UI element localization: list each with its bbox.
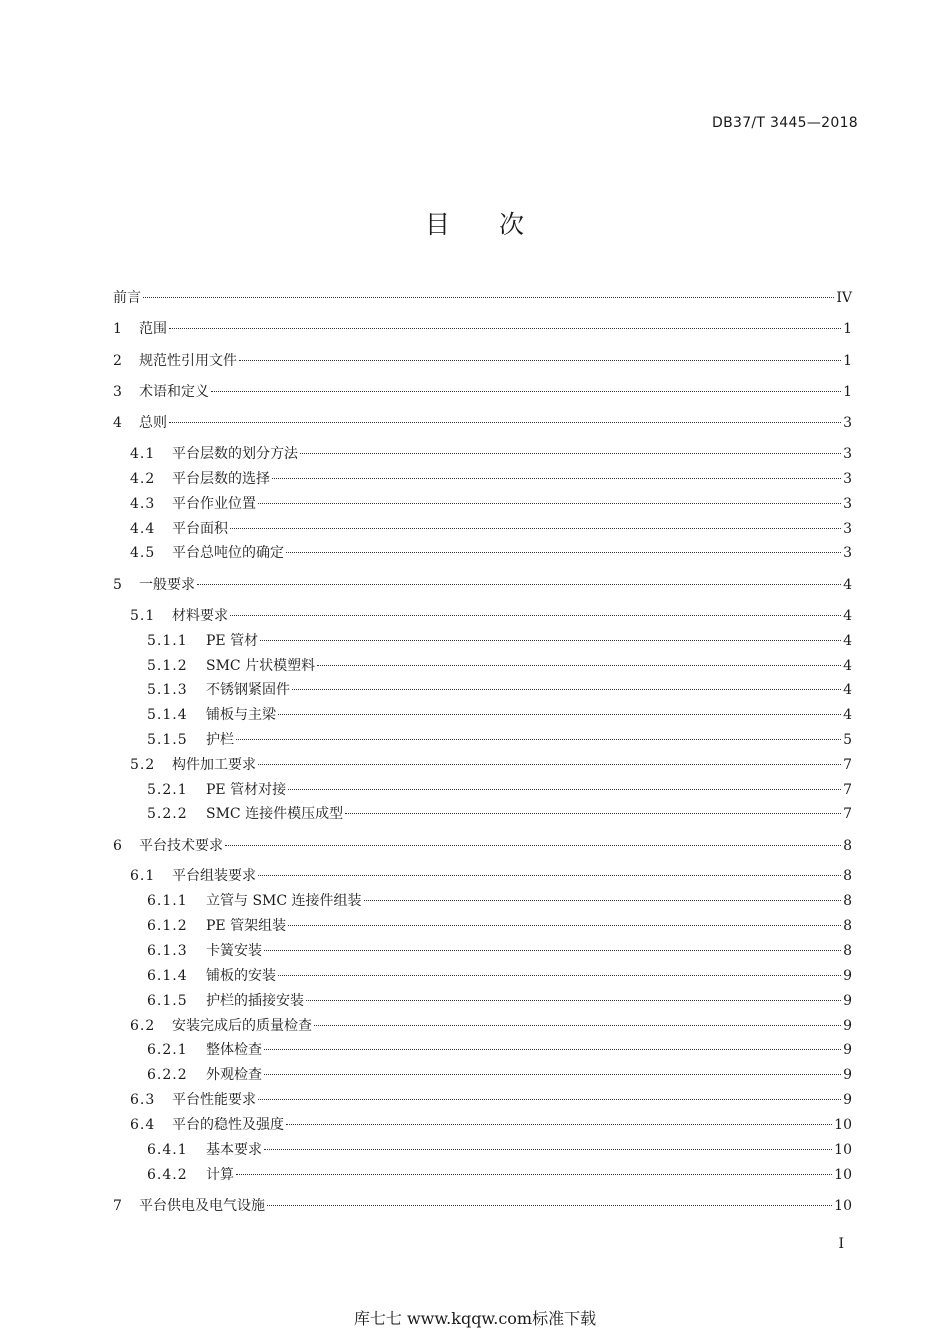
toc-entry-label: 不锈钢紧固件: [206, 682, 290, 698]
toc-entry-label: 前言: [113, 290, 141, 306]
toc-leader-dots: [236, 1174, 832, 1175]
toc-entry-page: 9: [843, 1042, 852, 1058]
toc-entry-label: 范围: [139, 321, 167, 337]
toc-entry[interactable]: [113, 319, 852, 339]
toc-entry-label: 平台供电及电气设施: [139, 1198, 265, 1214]
toc-leader-dots: [264, 950, 841, 951]
toc-entry-page: 4: [843, 633, 852, 649]
toc-entry-label: 护栏: [206, 732, 234, 748]
toc-entry-label: 平台面积: [172, 521, 228, 537]
toc-leader-dots: [230, 528, 841, 529]
toc-entry-number: 5.2.2: [147, 806, 188, 822]
toc-entry-number: 5.1.2: [147, 658, 188, 674]
toc-entry[interactable]: [130, 469, 852, 489]
toc-entry-page: 4: [843, 577, 852, 593]
toc-entry-number: 6.1: [130, 868, 156, 884]
toc-entry-label: 材料要求: [172, 608, 228, 624]
toc-entry-number: 6.2.2: [147, 1067, 188, 1083]
toc-entry-page: 9: [843, 968, 852, 984]
toc-entry-number: 5.1.1: [147, 633, 188, 649]
toc-leader-dots: [258, 1099, 841, 1100]
toc-leader-dots: [258, 503, 841, 504]
toc-entry-page: 10: [834, 1198, 852, 1214]
toc-leader-dots: [143, 297, 834, 298]
toc-entry-number: 4.3: [130, 496, 156, 512]
toc-entry-label: 卡簧安装: [206, 943, 262, 959]
toc-entry-label: SMC 连接件模压成型: [206, 806, 344, 822]
toc-leader-dots: [306, 1000, 841, 1001]
toc-entry-number: 5: [113, 577, 123, 593]
toc-entry-label: SMC 片状模塑料: [206, 658, 316, 674]
toc-entry-label: 构件加工要求: [172, 757, 256, 773]
toc-entry[interactable]: [147, 991, 852, 1011]
toc-entry[interactable]: [130, 1090, 852, 1110]
toc-leader-dots: [364, 900, 842, 901]
toc-entry[interactable]: [113, 351, 852, 371]
toc-entry-page: 9: [843, 993, 852, 1009]
toc-entry[interactable]: [147, 730, 852, 750]
toc-entry[interactable]: [147, 966, 852, 986]
document-code: DB37/T 3445—2018: [712, 115, 858, 131]
toc-entry-label: 规范性引用文件: [139, 353, 237, 369]
toc-entry-label: 总则: [139, 415, 167, 431]
toc-entry-number: 5.1.4: [147, 707, 188, 723]
toc-leader-dots: [264, 1074, 841, 1075]
toc-leader-dots: [211, 391, 841, 392]
toc-entry-number: 6.4: [130, 1117, 156, 1133]
toc-entry-number: 6.1.3: [147, 943, 188, 959]
toc-entry-label: 平台组装要求: [172, 868, 256, 884]
toc-entry[interactable]: [113, 1196, 852, 1216]
toc-entry-label: 立管与 SMC 连接件组装: [206, 893, 362, 909]
toc-leader-dots: [288, 925, 841, 926]
toc-leader-dots: [314, 1025, 841, 1026]
toc-entry-number: 4.4: [130, 521, 156, 537]
toc-leader-dots: [286, 552, 841, 553]
toc-entry-number: 6: [113, 838, 123, 854]
toc-entry-number: 6.2.1: [147, 1042, 188, 1058]
toc-entry-number: 4: [113, 415, 123, 431]
toc-leader-dots: [317, 665, 841, 666]
toc-entry-page: 4: [843, 682, 852, 698]
toc-entry-number: 6.1.1: [147, 893, 188, 909]
toc-entry[interactable]: [147, 705, 852, 725]
toc-entry-label: 平台性能要求: [172, 1092, 256, 1108]
toc-entry-page: 3: [843, 545, 852, 561]
toc-entry-number: 6.2: [130, 1018, 156, 1034]
toc-entry-label: 平台层数的划分方法: [172, 446, 298, 462]
toc-entry[interactable]: [147, 1040, 852, 1060]
toc-leader-dots: [225, 845, 841, 846]
toc-entry-page: IV: [836, 290, 852, 306]
toc-entry[interactable]: [147, 656, 852, 676]
toc-entry-label: PE 管材: [206, 633, 259, 649]
toc-entry-page: 9: [843, 1092, 852, 1108]
toc-entry-page: 1: [843, 353, 852, 369]
toc-entry-page: 8: [843, 838, 852, 854]
toc-entry-number: 6.3: [130, 1092, 156, 1108]
toc-entry-label: 护栏的插接安装: [206, 993, 304, 1009]
toc-leader-dots: [230, 615, 841, 616]
toc-entry-number: 1: [113, 321, 123, 337]
toc-entry-page: 3: [843, 521, 852, 537]
toc-entry[interactable]: [130, 519, 852, 539]
toc-leader-dots: [278, 714, 841, 715]
toc-leader-dots: [288, 789, 841, 790]
toc-leader-dots: [292, 689, 841, 690]
toc-entry-page: 1: [843, 384, 852, 400]
toc-entry[interactable]: [113, 382, 852, 402]
toc-entry-page: 9: [843, 1067, 852, 1083]
toc-entry-page: 10: [834, 1117, 852, 1133]
toc-entry-number: 5.1: [130, 608, 156, 624]
toc-entry-page: 3: [843, 415, 852, 431]
toc-entry-page: 5: [843, 732, 852, 748]
toc-entry-page: 8: [843, 943, 852, 959]
toc-entry-page: 3: [843, 471, 852, 487]
toc-entry-label: PE 管架组装: [206, 918, 287, 934]
toc-entry-page: 3: [843, 496, 852, 512]
toc-entry-label: 平台总吨位的确定: [172, 545, 284, 561]
toc-leader-dots: [278, 975, 841, 976]
toc-entry-label: 外观检查: [206, 1067, 262, 1083]
toc-leader-dots: [267, 1205, 832, 1206]
toc-entry-label: 整体检查: [206, 1042, 262, 1058]
page-number: I: [838, 1236, 844, 1252]
toc-entry-label: 术语和定义: [139, 384, 209, 400]
toc-entry-label: 平台的稳性及强度: [172, 1117, 284, 1133]
toc-entry[interactable]: [130, 606, 852, 626]
toc-leader-dots: [169, 422, 841, 423]
toc-entry-page: 9: [843, 1018, 852, 1034]
toc-entry-number: 6.4.1: [147, 1142, 188, 1158]
toc-entry-label: PE 管材对接: [206, 782, 287, 798]
toc-entry[interactable]: [130, 1115, 852, 1135]
toc-entry[interactable]: [130, 543, 852, 563]
toc-entry[interactable]: [147, 680, 852, 700]
toc-entry-page: 8: [843, 918, 852, 934]
toc-entry[interactable]: [113, 413, 852, 433]
toc-entry-label: 平台技术要求: [139, 838, 223, 854]
title-char-1: 目: [424, 210, 451, 239]
toc-entry[interactable]: [147, 1165, 852, 1185]
toc-entry-label: 计算: [206, 1167, 234, 1183]
toc-entry-number: 4.1: [130, 446, 156, 462]
toc-entry[interactable]: [147, 631, 852, 651]
toc-leader-dots: [258, 875, 841, 876]
toc-entry-page: 10: [834, 1167, 852, 1183]
toc-entry-label: 铺板与主梁: [206, 707, 276, 723]
toc-entry-page: 4: [843, 658, 852, 674]
toc-leader-dots: [264, 1049, 841, 1050]
toc-leader-dots: [258, 764, 841, 765]
toc-entry-label: 安装完成后的质量检查: [172, 1018, 312, 1034]
toc-entry[interactable]: [130, 866, 852, 886]
toc-leader-dots: [236, 739, 841, 740]
toc-entry-number: 6.1.5: [147, 993, 188, 1009]
toc-entry-label: 基本要求: [206, 1142, 262, 1158]
toc-leader-dots: [260, 640, 841, 641]
toc-entry[interactable]: [113, 836, 852, 856]
toc-leader-dots: [345, 813, 841, 814]
title-char-2: 次: [499, 210, 526, 239]
toc-entry-number: 5.2: [130, 757, 156, 773]
toc-entry[interactable]: [147, 804, 852, 824]
toc-entry-label: 平台作业位置: [172, 496, 256, 512]
toc-entry-page: 1: [843, 321, 852, 337]
toc-entry[interactable]: [147, 916, 852, 936]
toc-entry-number: 5.2.1: [147, 782, 188, 798]
toc-entry-page: 3: [843, 446, 852, 462]
toc-entry[interactable]: [147, 1065, 852, 1085]
toc-entry-page: 4: [843, 608, 852, 624]
toc-entry-page: 7: [843, 782, 852, 798]
toc-entry-number: 6.4.2: [147, 1167, 188, 1183]
toc-entry-page: 7: [843, 806, 852, 822]
toc-leader-dots: [272, 478, 841, 479]
toc-entry-number: 2: [113, 353, 123, 369]
toc-entry-number: 6.1.4: [147, 968, 188, 984]
toc-entry-number: 5.1.3: [147, 682, 188, 698]
toc-leader-dots: [264, 1149, 832, 1150]
toc-entry-label: 铺板的安装: [206, 968, 276, 984]
toc-entry[interactable]: [130, 1016, 852, 1036]
toc-entry[interactable]: [130, 755, 852, 775]
toc-entry-number: 3: [113, 384, 123, 400]
toc-entry-page: 10: [834, 1142, 852, 1158]
toc-entry-number: 5.1.5: [147, 732, 188, 748]
toc-entry-number: 6.1.2: [147, 918, 188, 934]
toc-entry[interactable]: [147, 1140, 852, 1160]
toc-entry-label: 一般要求: [139, 577, 195, 593]
toc-entry[interactable]: [113, 575, 852, 595]
toc-entry[interactable]: [130, 494, 852, 514]
toc-entry[interactable]: [147, 780, 852, 800]
toc-leader-dots: [286, 1124, 832, 1125]
toc-entry-page: 4: [843, 707, 852, 723]
toc-entry-number: 7: [113, 1198, 123, 1214]
footer-watermark: 库七七 www.kqqw.com标准下载: [353, 1309, 597, 1328]
toc-entry-page: 8: [843, 868, 852, 884]
toc-leader-dots: [169, 328, 841, 329]
toc-entry-number: 4.2: [130, 471, 156, 487]
toc-entry[interactable]: [130, 444, 852, 464]
toc-entry-number: 4.5: [130, 545, 156, 561]
toc-leader-dots: [300, 453, 841, 454]
toc-entry-page: 8: [843, 893, 852, 909]
toc-leader-dots: [239, 360, 841, 361]
toc-leader-dots: [197, 584, 841, 585]
toc-entry[interactable]: [147, 891, 852, 911]
toc-entry-label: 平台层数的选择: [172, 471, 270, 487]
toc-entry[interactable]: [113, 288, 852, 308]
toc-entry[interactable]: [147, 941, 852, 961]
toc-entry-page: 7: [843, 757, 852, 773]
